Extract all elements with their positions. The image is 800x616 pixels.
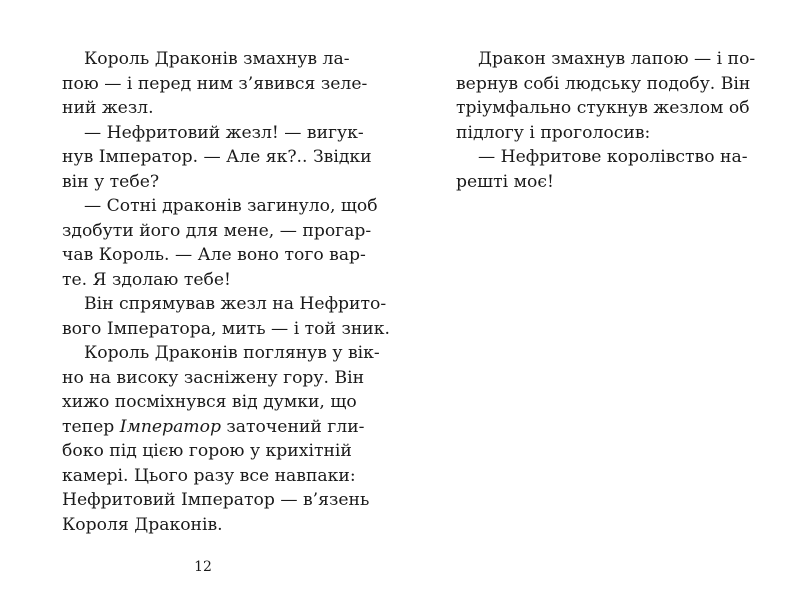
- text-line: Нефритовий Імператор — в’язень: [62, 490, 370, 510]
- text-line-with-italic: [62, 415, 365, 440]
- text-line: камері. Цього разу все навпаки:: [62, 465, 356, 486]
- italic-word: Імператор: [119, 416, 221, 437]
- right-page: [456, 47, 756, 194]
- left-page-text: [62, 47, 390, 537]
- text-line: нув Імператор. — Але як?.. Звідки: [62, 147, 372, 167]
- right-page-text: [456, 47, 756, 194]
- text-fragment: тепер: [62, 416, 120, 437]
- text-line: Король Драконів змахнув ла-: [84, 49, 350, 69]
- text-line: ний жезл.: [62, 98, 154, 118]
- text-line: хижо посміхнувся від думки, що: [62, 392, 357, 412]
- text-line: но на високу засніжену гору. Він: [62, 367, 365, 388]
- text-line: — Сотні драконів загинуло, щоб: [84, 196, 378, 216]
- text-line: чав Король. — Але воно того вар-: [62, 245, 366, 265]
- text-line: пою — і перед ним з’явився зеле-: [62, 73, 368, 94]
- page-number: 12: [194, 559, 212, 575]
- text-line: вернув собі людську подобу. Він: [456, 73, 751, 94]
- text-line: Дракон змахнув лапою — і по-: [478, 49, 756, 69]
- text-line: він у тебе?: [62, 171, 160, 192]
- text-line: — Нефритове королівство на-: [478, 147, 748, 167]
- text-line: Король Драконів поглянув у вік-: [84, 343, 380, 363]
- text-line: Він спрямував жезл на Нефрито-: [84, 294, 387, 314]
- text-line: Короля Драконів.: [62, 514, 223, 535]
- text-line: боко під цією горою у крихітній: [62, 441, 352, 461]
- text-line: вого Імператора, мить — і той зник.: [62, 318, 390, 339]
- text-line: здобути його для мене, — прогар-: [62, 220, 372, 241]
- text-line: — Нефритовий жезл! — вигук-: [84, 122, 364, 143]
- text-line: підлогу і проголосив:: [456, 122, 651, 143]
- left-page: [62, 47, 390, 537]
- text-line: те. Я здолаю тебе!: [62, 269, 231, 290]
- text-line: тріумфально стукнув жезлом об: [456, 98, 750, 118]
- text-fragment: заточений гли-: [220, 416, 365, 437]
- text-line: решті моє!: [456, 171, 554, 192]
